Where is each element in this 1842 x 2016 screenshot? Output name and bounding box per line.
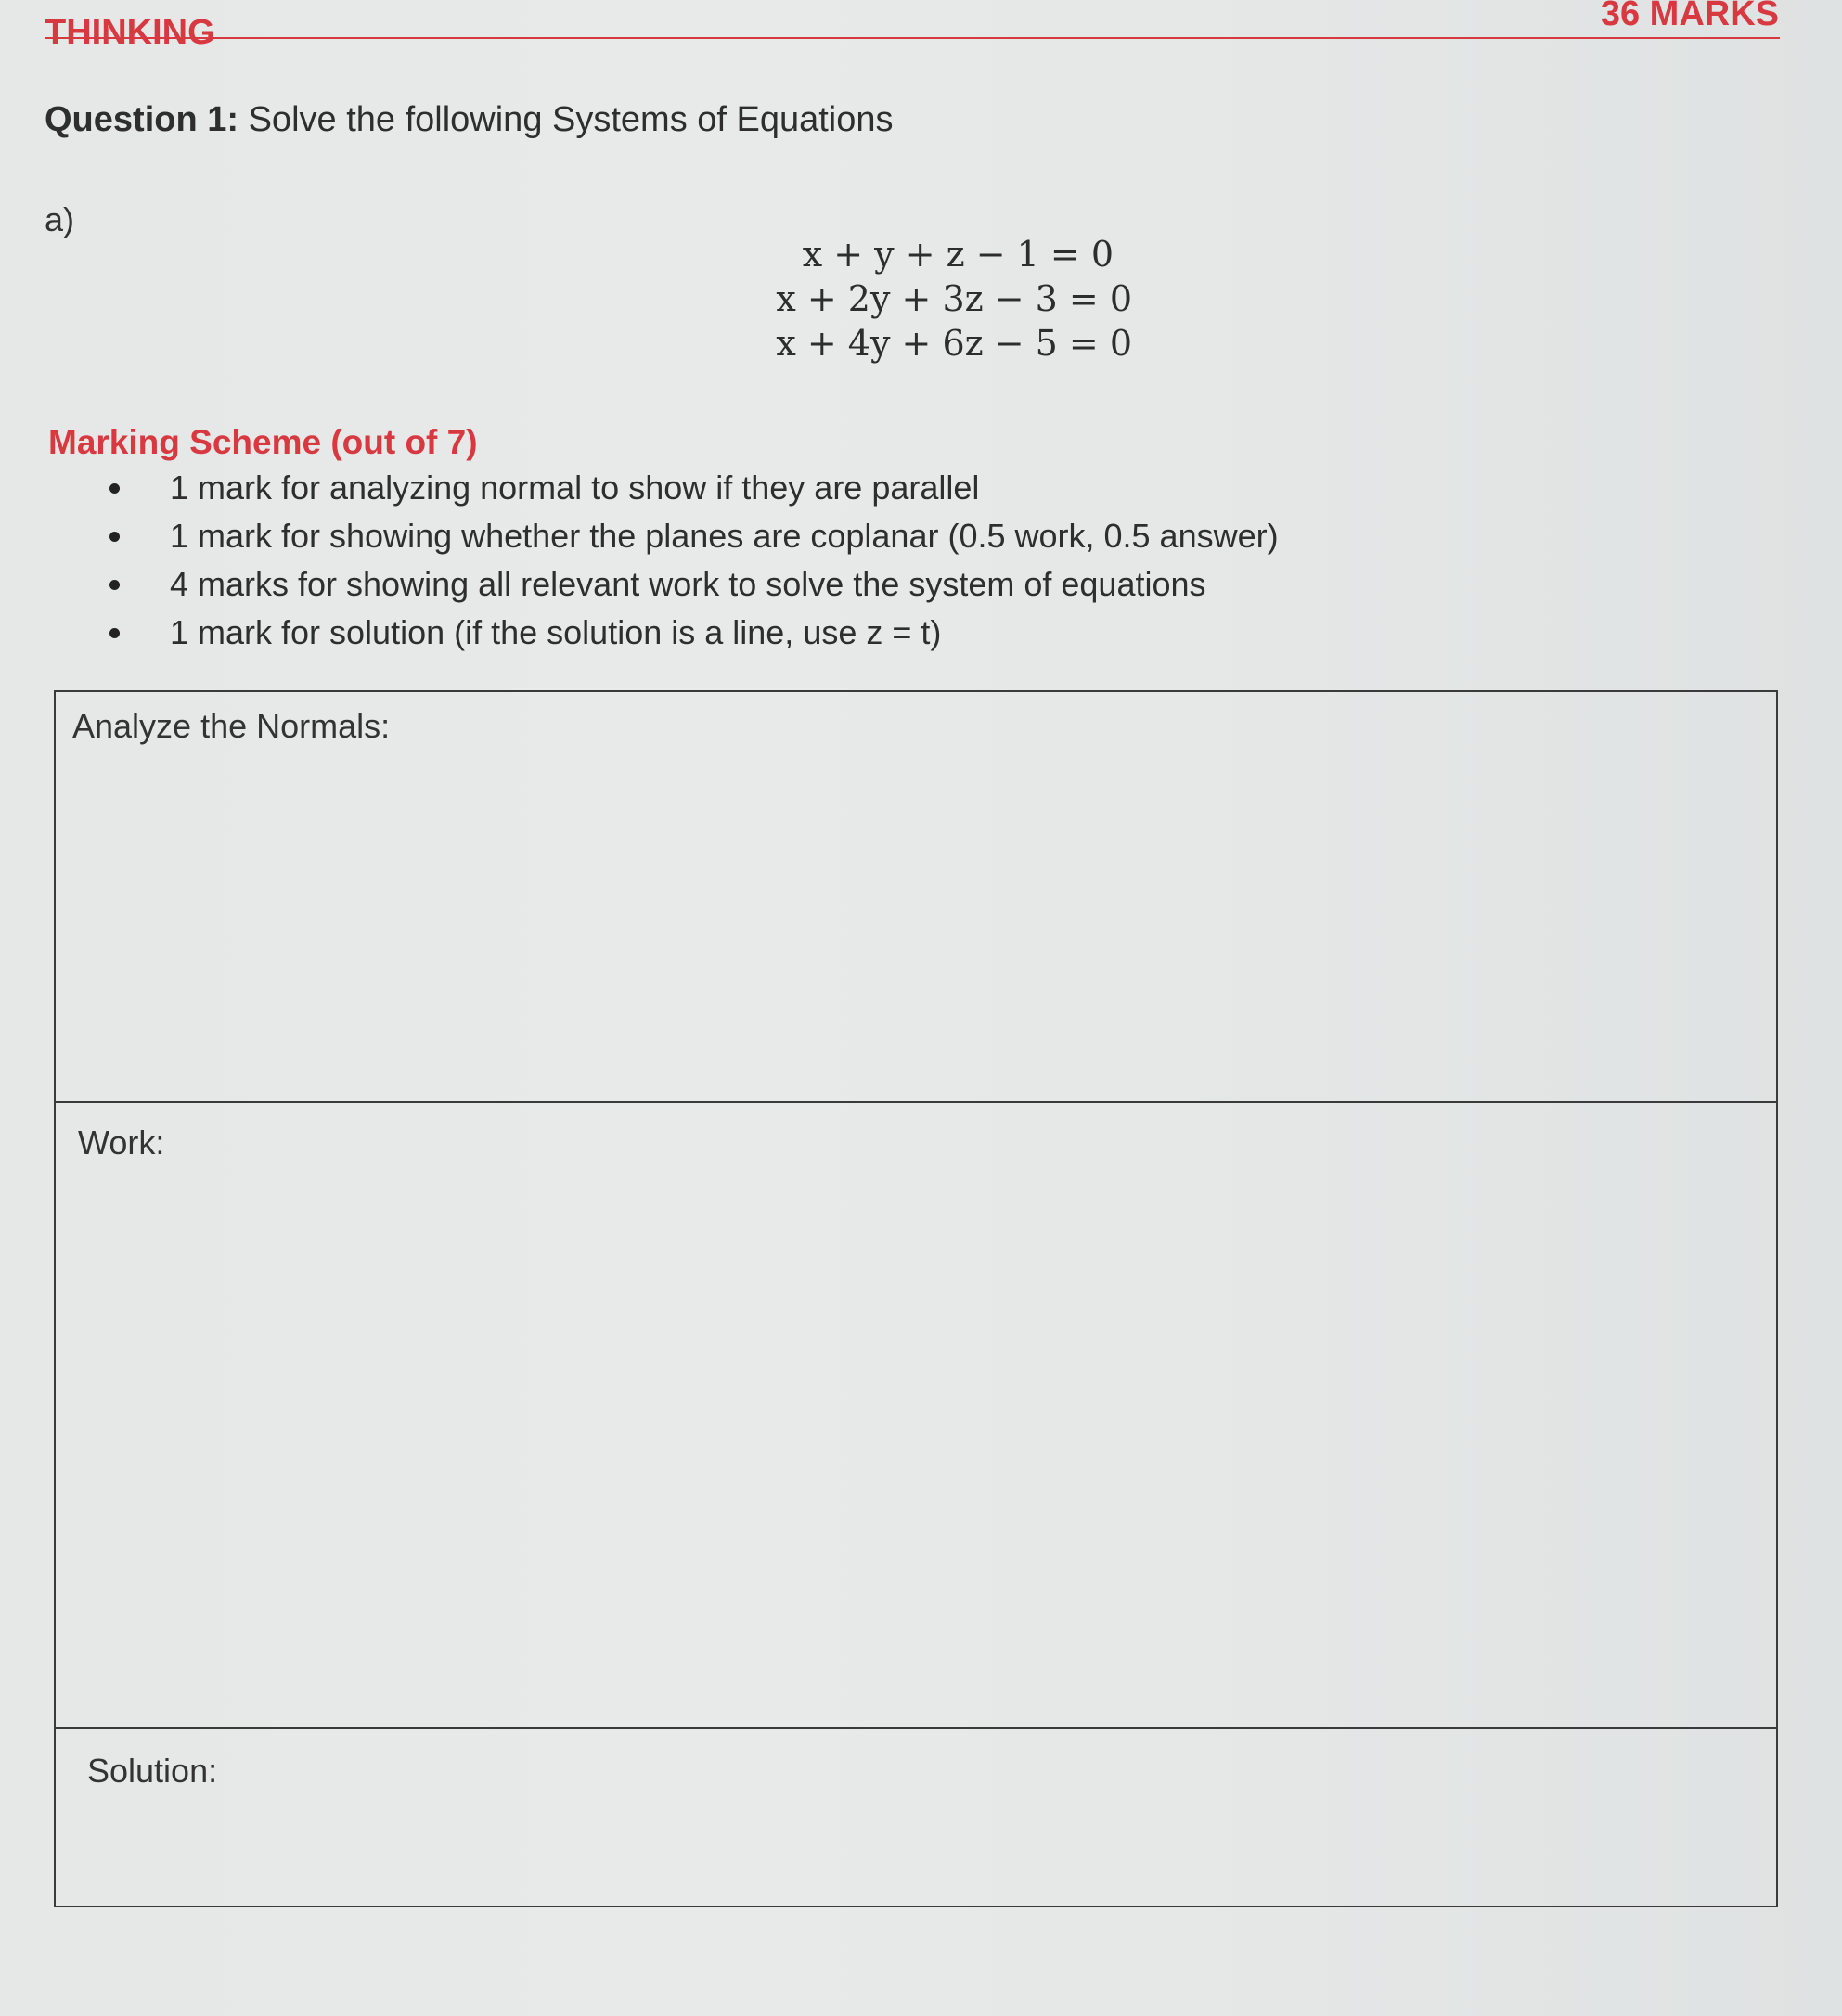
solution-answer-box[interactable] (56, 1729, 1776, 1906)
marking-scheme-item (107, 464, 1279, 512)
bullet-icon (109, 483, 120, 494)
marking-scheme-item-text: 1 mark for showing whether the planes are coplanar (0.5 work, 0.5 answer) (170, 517, 1279, 555)
marking-scheme-item-text: 1 mark for solution (if the solution is a line, use z = t) (170, 613, 942, 651)
part-label: a) (45, 200, 75, 238)
marking-scheme-item (107, 512, 1279, 560)
equation-3: x + 4y + 6z − 5 = 0 (776, 323, 1132, 364)
header-divider (45, 37, 1780, 39)
question-number: Question 1: (45, 100, 239, 139)
question-text: Solve the following Systems of Equations (238, 100, 894, 139)
marking-scheme-item-text: 4 marks for showing all relevant work to solve the system of equations (170, 565, 1206, 603)
solution-label: Solution: (87, 1752, 218, 1790)
answer-table (54, 690, 1778, 1907)
marking-scheme-item (107, 609, 1279, 657)
equation-1: x + y + z − 1 = 0 (802, 234, 1114, 275)
work-label: Work: (78, 1124, 165, 1162)
marking-scheme-list (107, 464, 1279, 657)
equation-2: x + 2y + 3z − 3 = 0 (776, 278, 1132, 319)
normals-label: Analyze the Normals: (72, 707, 391, 745)
normals-answer-box[interactable] (56, 692, 1776, 1103)
equation-system (705, 232, 1132, 366)
question-heading (45, 100, 894, 140)
bullet-icon (109, 580, 120, 590)
work-answer-box[interactable] (56, 1103, 1776, 1729)
marking-scheme-title: Marking Scheme (out of 7) (48, 423, 478, 461)
bullet-icon (109, 628, 120, 638)
marking-scheme-item-text: 1 mark for analyzing normal to show if they are parallel (170, 469, 980, 507)
marks-label: 36 MARKS (1600, 0, 1779, 33)
section-label: THINKING (45, 13, 215, 52)
marking-scheme-item (107, 560, 1279, 609)
bullet-icon (109, 532, 120, 542)
